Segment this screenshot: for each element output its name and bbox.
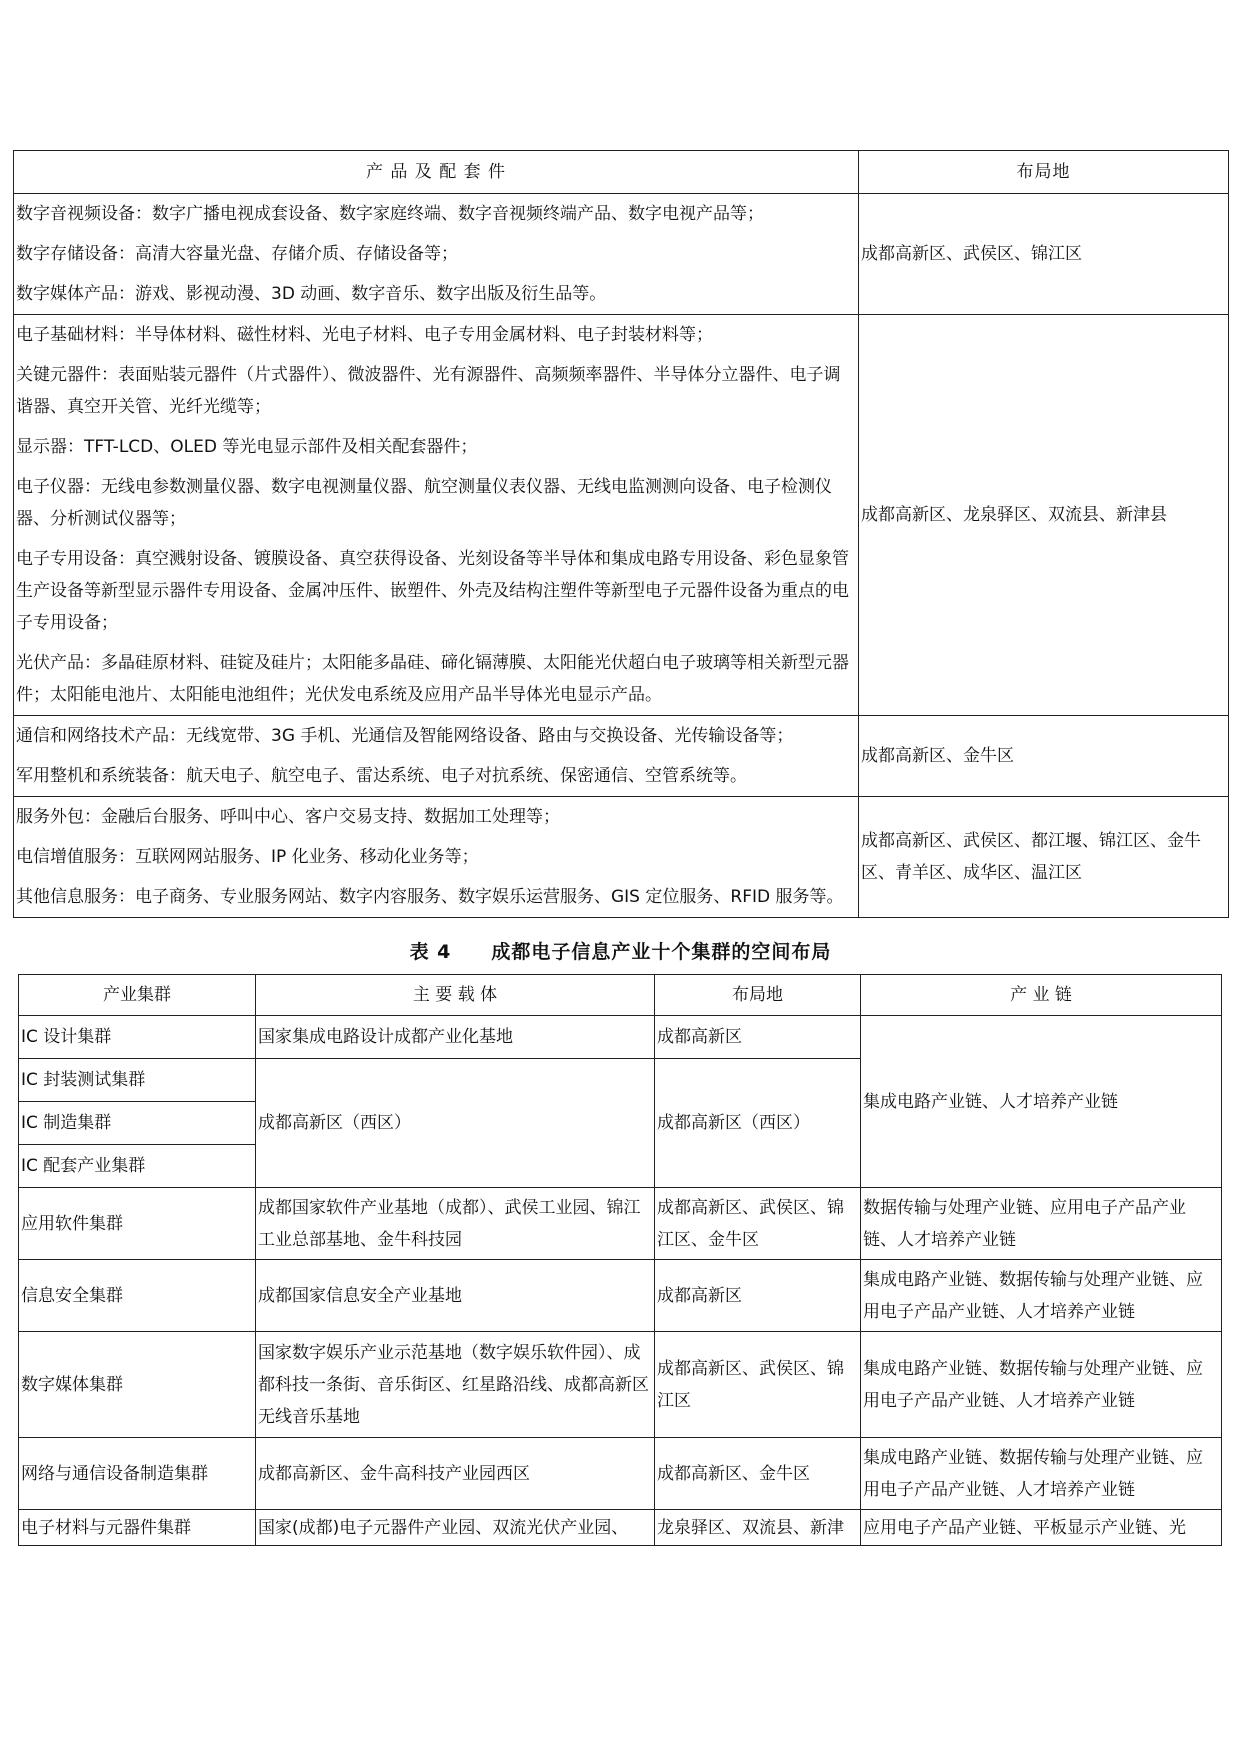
header-carrier: 主 要 载 体	[256, 975, 655, 1016]
table-header-row	[19, 975, 1222, 1016]
location-cell: 成都高新区、武侯区、锦江区	[859, 194, 1229, 315]
chain-cell: 应用电子产品产业链、平板显示产业链、光	[861, 1510, 1222, 1546]
products-cell	[14, 797, 859, 918]
product-line: 光伏产品：多晶硅原材料、硅锭及硅片；太阳能多晶硅、碲化镉薄膜、太阳能光伏超白电子玻璃等相关新型元器件；太阳能电池片、太阳能电池组件；光伏发电系统及应用产品半导体光电显示产品。	[16, 653, 849, 705]
product-line: 军用整机和系统装备：航天电子、航空电子、雷达系统、电子对抗系统、保密通信、空管系统等。	[16, 766, 747, 786]
product-line: 电子仪器：无线电参数测量仪器、数字电视测量仪器、航空测量仪表仪器、无线电监测测向设备、电子检测仪器、分析测试仪器等；	[16, 477, 832, 529]
carrier-cell: 成都高新区、金牛高科技产业园西区	[256, 1438, 655, 1510]
cluster-cell: 数字媒体集群	[19, 1332, 256, 1438]
product-line: 数字音视频设备：数字广播电视成套设备、数字家庭终端、数字音视频终端产品、数字电视产品等；	[16, 204, 764, 224]
table-number: 表 4	[409, 941, 452, 963]
product-line: 服务外包：金融后台服务、呼叫中心、客户交易支持、数据加工处理等；	[16, 807, 560, 827]
location-cell: 成都高新区、龙泉驿区、双流县、新津县	[859, 315, 1229, 716]
header-location: 布局地	[859, 151, 1229, 194]
product-line: 关键元器件：表面贴装元器件（片式器件）、微波器件、光有源器件、高频频率器件、半导体分立器件、电子调谐器、真空开关管、光纤光缆等；	[16, 365, 841, 417]
table-row	[14, 716, 1229, 797]
product-line: 其他信息服务：电子商务、专业服务网站、数字内容服务、数字娱乐运营服务、GIS 定位服务、RFID 服务等。	[16, 887, 844, 907]
location-cell: 成都高新区（西区）	[655, 1059, 861, 1188]
table-row	[19, 1188, 1222, 1260]
table-row	[14, 194, 1229, 315]
carrier-cell: 国家数字娱乐产业示范基地（数字娱乐软件园）、成都科技一条街、音乐街区、红星路沿线、成都高新区无线音乐基地	[256, 1332, 655, 1438]
product-line: 数字媒体产品：游戏、影视动漫、3D 动画、数字音乐、数字出版及衍生品等。	[16, 284, 607, 304]
table-caption	[0, 937, 1241, 964]
location-cell: 成都高新区、武侯区、锦江区、金牛区	[655, 1188, 861, 1260]
cluster-layout-table	[18, 974, 1222, 1546]
product-line: 电信增值服务：互联网网站服务、IP 化业务、移动化业务等；	[16, 847, 479, 867]
chain-cell: 数据传输与处理产业链、应用电子产品产业链、人才培养产业链	[861, 1188, 1222, 1260]
header-chain: 产 业 链	[861, 975, 1222, 1016]
location-cell: 龙泉驿区、双流县、新津	[655, 1510, 861, 1546]
products-cell	[14, 315, 859, 716]
chain-cell: 集成电路产业链、数据传输与处理产业链、应用电子产品产业链、人才培养产业链	[861, 1438, 1222, 1510]
cluster-cell: IC 设计集群	[19, 1016, 256, 1059]
table-row	[19, 1510, 1222, 1546]
products-cell	[14, 194, 859, 315]
chain-cell: 集成电路产业链、人才培养产业链	[861, 1016, 1222, 1188]
table-row	[19, 1332, 1222, 1438]
table-title: 成都电子信息产业十个集群的空间布局	[491, 941, 832, 963]
carrier-cell: 成都高新区（西区）	[256, 1059, 655, 1188]
chain-cell: 集成电路产业链、数据传输与处理产业链、应用电子产品产业链、人才培养产业链	[861, 1260, 1222, 1332]
cluster-cell: 网络与通信设备制造集群	[19, 1438, 256, 1510]
carrier-cell: 成都国家软件产业基地（成都）、武侯工业园、锦江工业总部基地、金牛科技园	[256, 1188, 655, 1260]
product-line: 通信和网络技术产品：无线宽带、3G 手机、光通信及智能网络设备、路由与交换设备、光传输设备等；	[16, 726, 794, 746]
table-row	[19, 1438, 1222, 1510]
products-cell	[14, 716, 859, 797]
location-cell: 成都高新区、金牛区	[859, 716, 1229, 797]
cluster-cell: IC 封装测试集群	[19, 1059, 256, 1102]
cluster-cell: 信息安全集群	[19, 1260, 256, 1332]
header-products: 产 品 及 配 套 件	[14, 151, 859, 194]
carrier-cell: 国家集成电路设计成都产业化基地	[256, 1016, 655, 1059]
table-row	[14, 797, 1229, 918]
location-cell: 成都高新区、武侯区、锦江区	[655, 1332, 861, 1438]
cluster-cell: 应用软件集群	[19, 1188, 256, 1260]
table-row	[19, 1016, 1222, 1059]
location-cell: 成都高新区	[655, 1260, 861, 1332]
cluster-cell: IC 制造集群	[19, 1102, 256, 1145]
carrier-cell: 成都国家信息安全产业基地	[256, 1260, 655, 1332]
carrier-cell: 国家(成都)电子元器件产业园、双流光伏产业园、	[256, 1510, 655, 1546]
table-row	[19, 1260, 1222, 1332]
location-cell: 成都高新区、金牛区	[655, 1438, 861, 1510]
table-row	[14, 315, 1229, 716]
product-layout-table	[13, 150, 1229, 918]
location-cell: 成都高新区	[655, 1016, 861, 1059]
header-location: 布局地	[655, 975, 861, 1016]
product-line: 数字存储设备：高清大容量光盘、存储介质、存储设备等；	[16, 244, 458, 264]
chain-cell: 集成电路产业链、数据传输与处理产业链、应用电子产品产业链、人才培养产业链	[861, 1332, 1222, 1438]
cluster-cell: 电子材料与元器件集群	[19, 1510, 256, 1546]
header-cluster: 产业集群	[19, 975, 256, 1016]
table-header-row	[14, 151, 1229, 194]
cluster-cell: IC 配套产业集群	[19, 1145, 256, 1188]
product-line: 电子基础材料：半导体材料、磁性材料、光电子材料、电子专用金属材料、电子封装材料等；	[16, 325, 713, 345]
product-line: 显示器：TFT-LCD、OLED 等光电显示部件及相关配套器件；	[16, 437, 478, 457]
location-cell: 成都高新区、武侯区、都江堰、锦江区、金牛区、青羊区、成华区、温江区	[859, 797, 1229, 918]
product-line: 电子专用设备：真空溅射设备、镀膜设备、真空获得设备、光刻设备等半导体和集成电路专用设备、彩色显象管生产设备等新型显示器件专用设备、金属冲压件、嵌塑件、外壳及结构注塑件等新型电子元器件设备为重点的电子专用设备；	[16, 549, 849, 633]
